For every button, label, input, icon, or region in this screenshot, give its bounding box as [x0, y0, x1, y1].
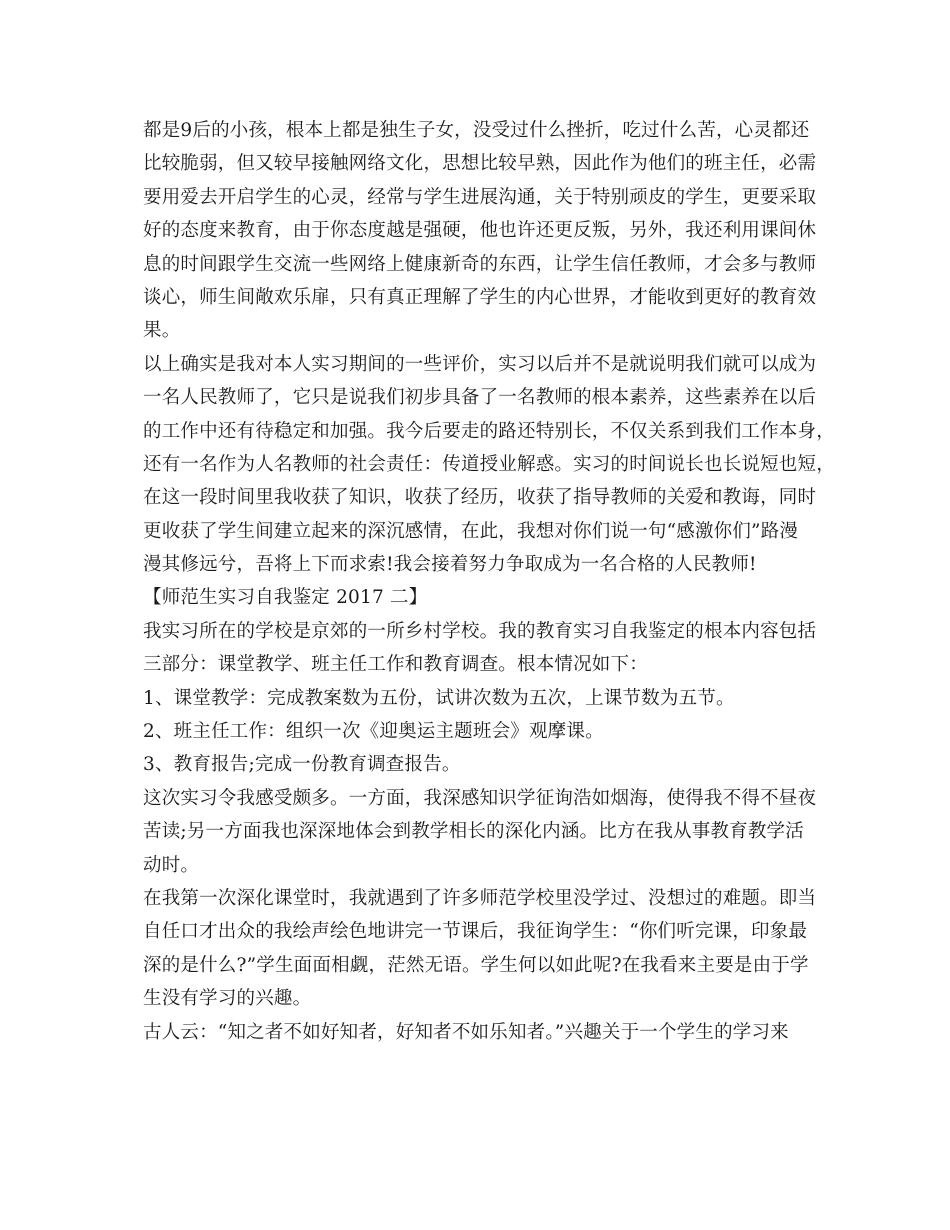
text-line: 要用爱去开启学生的心灵，经常与学生进展沟通，关于特别顽皮的学生，更要采取 [143, 186, 817, 208]
text-line: 自任口才出众的我绘声绘色地讲完一节课后，我征询学生：“你们听完课，印象最 [143, 921, 808, 943]
text-line: 息的时间跟学生交流一些网络上健康新奇的东西，让学生信任教师，才会多与教师 [143, 253, 817, 275]
text-line: 比较脆弱，但又较早接触网络文化，思想比较早熟，因此作为他们的班主任，必需 [143, 153, 817, 175]
text-line: 果。 [143, 320, 181, 342]
text-line: 以上确实是我对本人实习期间的一些评价，实习以后并不是就说明我们就可以成为 [143, 353, 817, 375]
text-line: 我实习所在的学校是京郊的一所乡村学校。我的教育实习自我鉴定的根本内容包括 [143, 620, 817, 642]
text-line: 漫其修远兮，吾将上下而求索!我会接着努力争取成为一名合格的人民教师! [143, 554, 757, 576]
text-line: 苦读;另一方面我也深深地体会到教学相长的深化内涵。比方在我从事教育教学活 [143, 821, 804, 843]
text-line: 好的态度来教育，由于你态度越是强硬，他也许还更反叛，另外，我还利用课间休 [143, 220, 817, 242]
text-line: 生没有学习的兴趣。 [143, 988, 312, 1010]
text-line: 一名人民教师了，它只是说我们初步具备了一名教师的根本素养，这些素养在以后 [143, 387, 817, 409]
text-line: 在这一段时间里我收获了知识，收获了经历，收获了指导教师的关爱和教诲，同时 [143, 487, 817, 509]
text-line: 谈心，师生间敞欢乐扉，只有真正理解了学生的内心世界，才能收到更好的教育效 [143, 286, 817, 308]
list-item: 2、班主任工作：组织一次《迎奥运主题班会》观摩课。 [143, 721, 604, 743]
text-line: 三部分：课堂教学、班主任工作和教育调查。根本情况如下： [143, 654, 648, 676]
text-line: 都是9后的小孩，根本上都是独生子女，没受过什么挫折，吃过什么苦，心灵都还 [143, 120, 810, 141]
text-line: 这次实习令我感受颇多。一方面，我深感知识学征询浩如烟海，使得我不得不昼夜 [143, 787, 817, 809]
text-line: 更收获了学生间建立起来的深沉感情，在此，我想对你们说一句“感激你们”路漫 [143, 520, 799, 542]
text-line: 的工作中还有待稳定和加强。我今后要走的路还特别长，不仅关系到我们工作本身， [143, 420, 835, 442]
text-line: 在我第一次深化课堂时，我就遇到了许多师范学校里没学过、没想过的难题。即当 [143, 887, 817, 909]
text-line: 深的是什么?”学生面面相觑，茫然无语。学生何以如此呢?在我看来主要是由于学 [143, 954, 809, 976]
text-line: 动时。 [143, 854, 200, 876]
document-body [143, 114, 835, 1049]
list-item: 3、教育报告;完成一份教育调查报告。 [143, 754, 461, 776]
list-item: 1、课堂教学：完成教案数为五份，试讲次数为五次，上课节数为五节。 [143, 687, 735, 709]
text-line: 还有一名作为人名教师的社会责任：传道授业解惑。实习的时间说长也长说短也短， [143, 453, 835, 475]
section-heading: 【师范生实习自我鉴定 2017 二】 [143, 587, 428, 609]
text-line: 古人云：“知之者不如好知者，好知者不如乐知者。”兴趣关于一个学生的学习来 [143, 1021, 789, 1043]
